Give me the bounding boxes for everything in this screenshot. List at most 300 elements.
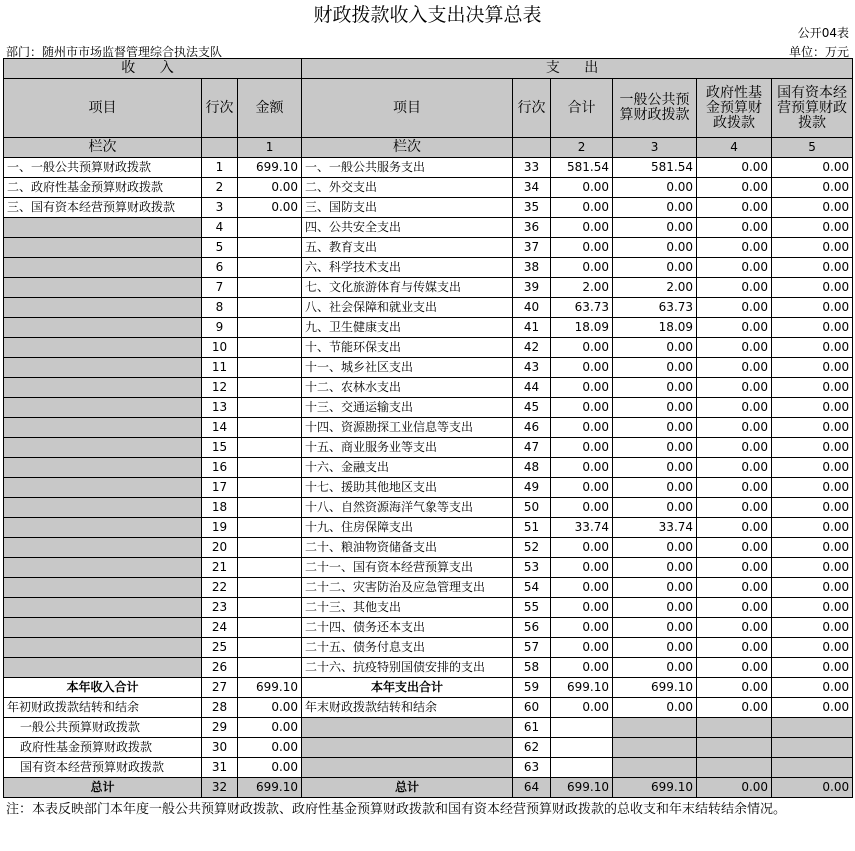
income-amount	[238, 358, 302, 378]
income-amount	[238, 438, 302, 458]
column-label: 栏次	[4, 138, 202, 158]
general-budget-value: 581.54	[613, 158, 697, 178]
table-row	[4, 338, 853, 358]
expense-blank-value	[613, 718, 697, 738]
end-balance-capital: 0.00	[772, 698, 853, 718]
expense-blank-value	[697, 758, 772, 778]
begin-sub-no: 30	[202, 738, 238, 758]
income-amount	[238, 598, 302, 618]
income-row-no: 1	[202, 158, 238, 178]
begin-sub-amount: 0.00	[238, 758, 302, 778]
expense-total-value: 0.00	[551, 378, 613, 398]
expense-row-no: 47	[513, 438, 551, 458]
income-item	[4, 658, 202, 678]
general-budget-value: 18.09	[613, 318, 697, 338]
year-expense-general-value: 699.10	[613, 678, 697, 698]
expense-total-value: 0.00	[551, 638, 613, 658]
income-row-no: 14	[202, 418, 238, 438]
table-row-begin-sub	[4, 758, 853, 778]
expense-blank-value	[551, 758, 613, 778]
expense-total-value: 63.73	[551, 298, 613, 318]
expense-row-no: 41	[513, 318, 551, 338]
expense-total-value: 0.00	[551, 618, 613, 638]
general-budget-value: 0.00	[613, 178, 697, 198]
income-row-no: 24	[202, 618, 238, 638]
general-budget-value: 0.00	[613, 438, 697, 458]
table-row-begin-sub	[4, 738, 853, 758]
expense-item: 二十五、债务付息支出	[302, 638, 513, 658]
expense-total-value: 0.00	[551, 338, 613, 358]
gov-fund-value: 0.00	[697, 298, 772, 318]
state-capital-value: 0.00	[772, 258, 853, 278]
table-row	[4, 258, 853, 278]
begin-sub-label: 一般公共预算财政拨款	[4, 718, 202, 738]
income-row-no: 6	[202, 258, 238, 278]
income-item	[4, 638, 202, 658]
expense-blank-value	[551, 738, 613, 758]
expense-row-no: 48	[513, 458, 551, 478]
end-balance-general: 0.00	[613, 698, 697, 718]
state-capital-value: 0.00	[772, 498, 853, 518]
end-balance-label: 年末财政拨款结转和结余	[302, 698, 513, 718]
income-item: 三、国有资本经营预算财政拨款	[4, 198, 202, 218]
table-row	[4, 358, 853, 378]
income-amount	[238, 658, 302, 678]
state-capital-value: 0.00	[772, 618, 853, 638]
expense-item: 二十四、债务还本支出	[302, 618, 513, 638]
income-amount	[238, 258, 302, 278]
general-budget-value: 0.00	[613, 558, 697, 578]
year-expense-total-no: 59	[513, 678, 551, 698]
grand-total-fund-value: 0.00	[697, 778, 772, 798]
expense-blank-value	[697, 718, 772, 738]
income-item-header: 项目	[4, 79, 202, 138]
table-row	[4, 378, 853, 398]
income-item	[4, 478, 202, 498]
expense-row-no: 57	[513, 638, 551, 658]
income-row-no: 26	[202, 658, 238, 678]
income-amount	[238, 478, 302, 498]
gov-fund-value: 0.00	[697, 538, 772, 558]
expense-row-no: 46	[513, 418, 551, 438]
expense-total-value: 0.00	[551, 598, 613, 618]
general-budget-value: 63.73	[613, 298, 697, 318]
income-row-no: 18	[202, 498, 238, 518]
expense-item: 二十、粮油物资储备支出	[302, 538, 513, 558]
column-number: 1	[238, 138, 302, 158]
expense-row-no: 52	[513, 538, 551, 558]
gov-fund-header: 政府性基金预算财政拨款	[697, 79, 772, 138]
expense-item-header: 项目	[302, 79, 513, 138]
expense-item: 二十一、国有资本经营预算支出	[302, 558, 513, 578]
expense-item: 十二、农林水支出	[302, 378, 513, 398]
end-balance-fund: 0.00	[697, 698, 772, 718]
expense-item: 一、一般公共服务支出	[302, 158, 513, 178]
income-amount	[238, 538, 302, 558]
gov-fund-value: 0.00	[697, 218, 772, 238]
expense-total-value: 0.00	[551, 418, 613, 438]
general-budget-value: 0.00	[613, 498, 697, 518]
grand-total-income-amount: 699.10	[238, 778, 302, 798]
income-amount: 0.00	[238, 178, 302, 198]
grand-total-expense-no: 64	[513, 778, 551, 798]
expense-total-value: 0.00	[551, 258, 613, 278]
expense-total-value: 18.09	[551, 318, 613, 338]
end-balance-total: 0.00	[551, 698, 613, 718]
expense-item: 七、文化旅游体育与传媒支出	[302, 278, 513, 298]
income-amount	[238, 618, 302, 638]
income-amount	[238, 218, 302, 238]
expense-total-value: 0.00	[551, 558, 613, 578]
general-budget-value: 0.00	[613, 198, 697, 218]
grand-total-capital-value: 0.00	[772, 778, 853, 798]
gov-fund-value: 0.00	[697, 318, 772, 338]
column-label-blank	[202, 138, 238, 158]
expense-item: 十四、资源勘探工业信息等支出	[302, 418, 513, 438]
income-row-no: 25	[202, 638, 238, 658]
table-row	[4, 398, 853, 418]
expense-item: 九、卫生健康支出	[302, 318, 513, 338]
income-amount	[238, 398, 302, 418]
gov-fund-value: 0.00	[697, 198, 772, 218]
year-expense-capital-value: 0.00	[772, 678, 853, 698]
state-capital-value: 0.00	[772, 338, 853, 358]
column-number: 4	[697, 138, 772, 158]
expense-item: 二十三、其他支出	[302, 598, 513, 618]
table-row	[4, 298, 853, 318]
income-item	[4, 538, 202, 558]
expense-total-value: 0.00	[551, 658, 613, 678]
expense-row-no: 34	[513, 178, 551, 198]
income-amount	[238, 638, 302, 658]
expense-row-no: 56	[513, 618, 551, 638]
gov-fund-value: 0.00	[697, 578, 772, 598]
state-capital-value: 0.00	[772, 658, 853, 678]
table-row	[4, 198, 853, 218]
expense-item: 十七、援助其他地区支出	[302, 478, 513, 498]
income-item	[4, 318, 202, 338]
table-row	[4, 458, 853, 478]
expense-row-no: 53	[513, 558, 551, 578]
table-row	[4, 178, 853, 198]
gov-fund-value: 0.00	[697, 158, 772, 178]
begin-sub-no: 31	[202, 758, 238, 778]
general-budget-value: 2.00	[613, 278, 697, 298]
income-item	[4, 438, 202, 458]
general-budget-value: 0.00	[613, 238, 697, 258]
expense-blank-value	[772, 758, 853, 778]
general-budget-value: 0.00	[613, 638, 697, 658]
state-capital-value: 0.00	[772, 298, 853, 318]
gov-fund-value: 0.00	[697, 558, 772, 578]
expense-row-no: 42	[513, 338, 551, 358]
state-capital-header: 国有资本经营预算财政拨款	[772, 79, 853, 138]
expense-section-header: 支 出	[302, 59, 853, 79]
expense-row-no: 49	[513, 478, 551, 498]
income-item	[4, 218, 202, 238]
general-budget-value: 0.00	[613, 338, 697, 358]
expense-item: 二、外交支出	[302, 178, 513, 198]
unit-label: 单位：万元	[788, 45, 849, 59]
income-item	[4, 258, 202, 278]
expense-row-no: 39	[513, 278, 551, 298]
income-row-no: 9	[202, 318, 238, 338]
income-amount	[238, 558, 302, 578]
expense-total-value: 0.00	[551, 198, 613, 218]
general-budget-value: 0.00	[613, 378, 697, 398]
income-row-no: 17	[202, 478, 238, 498]
table-row	[4, 238, 853, 258]
expense-row-no: 50	[513, 498, 551, 518]
table-row	[4, 438, 853, 458]
gov-fund-value: 0.00	[697, 278, 772, 298]
gov-fund-value: 0.00	[697, 338, 772, 358]
begin-balance-label: 年初财政拨款结转和结余	[4, 698, 202, 718]
column-number: 5	[772, 138, 853, 158]
expense-row-no: 36	[513, 218, 551, 238]
state-capital-value: 0.00	[772, 158, 853, 178]
general-budget-value: 0.00	[613, 398, 697, 418]
table-row-grand-total	[4, 778, 853, 798]
table-row-begin-sub	[4, 718, 853, 738]
state-capital-value: 0.00	[772, 178, 853, 198]
expense-item: 八、社会保障和就业支出	[302, 298, 513, 318]
expense-row-no: 54	[513, 578, 551, 598]
income-row-no: 22	[202, 578, 238, 598]
gov-fund-value: 0.00	[697, 458, 772, 478]
gov-fund-value: 0.00	[697, 438, 772, 458]
expense-total-value: 581.54	[551, 158, 613, 178]
begin-balance-amount: 0.00	[238, 698, 302, 718]
state-capital-value: 0.00	[772, 278, 853, 298]
income-item	[4, 458, 202, 478]
year-expense-total-value: 699.10	[551, 678, 613, 698]
income-item	[4, 558, 202, 578]
income-item: 一、一般公共预算财政拨款	[4, 158, 202, 178]
state-capital-value: 0.00	[772, 218, 853, 238]
table-row	[4, 558, 853, 578]
state-capital-value: 0.00	[772, 638, 853, 658]
state-capital-value: 0.00	[772, 398, 853, 418]
expense-blank-item	[302, 738, 513, 758]
gov-fund-value: 0.00	[697, 598, 772, 618]
income-amount	[238, 238, 302, 258]
state-capital-value: 0.00	[772, 598, 853, 618]
general-budget-value: 0.00	[613, 658, 697, 678]
expense-row-no: 38	[513, 258, 551, 278]
general-budget-value: 0.00	[613, 218, 697, 238]
income-row-no: 19	[202, 518, 238, 538]
general-budget-value: 33.74	[613, 518, 697, 538]
expense-item: 六、科学技术支出	[302, 258, 513, 278]
gov-fund-value: 0.00	[697, 498, 772, 518]
general-budget-value: 0.00	[613, 578, 697, 598]
gov-fund-value: 0.00	[697, 638, 772, 658]
income-amount	[238, 578, 302, 598]
begin-sub-label: 国有资本经营预算财政拨款	[4, 758, 202, 778]
column-number: 2	[551, 138, 613, 158]
grand-total-income-label: 总计	[4, 778, 202, 798]
general-budget-value: 0.00	[613, 538, 697, 558]
expense-item: 十九、住房保障支出	[302, 518, 513, 538]
expense-row-no: 45	[513, 398, 551, 418]
expense-row-no: 55	[513, 598, 551, 618]
state-capital-value: 0.00	[772, 318, 853, 338]
gov-fund-value: 0.00	[697, 258, 772, 278]
general-budget-value: 0.00	[613, 358, 697, 378]
income-item	[4, 358, 202, 378]
income-item	[4, 298, 202, 318]
general-budget-value: 0.00	[613, 458, 697, 478]
expense-blank-value	[697, 738, 772, 758]
income-amount-header: 金额	[238, 79, 302, 138]
income-row-no: 13	[202, 398, 238, 418]
begin-sub-amount: 0.00	[238, 738, 302, 758]
expense-total-value: 0.00	[551, 498, 613, 518]
income-amount	[238, 378, 302, 398]
table-row-year-total	[4, 678, 853, 698]
expense-item: 五、教育支出	[302, 238, 513, 258]
expense-blank-value	[772, 738, 853, 758]
expense-item: 十三、交通运输支出	[302, 398, 513, 418]
income-row-no: 3	[202, 198, 238, 218]
begin-balance-no: 28	[202, 698, 238, 718]
income-row-no: 8	[202, 298, 238, 318]
income-amount	[238, 498, 302, 518]
state-capital-value: 0.00	[772, 558, 853, 578]
income-item	[4, 378, 202, 398]
expense-row-no: 44	[513, 378, 551, 398]
year-expense-fund-value: 0.00	[697, 678, 772, 698]
table-row	[4, 278, 853, 298]
income-row-no: 10	[202, 338, 238, 358]
expense-total-value: 0.00	[551, 358, 613, 378]
expense-item: 三、国防支出	[302, 198, 513, 218]
expense-total-value: 0.00	[551, 178, 613, 198]
table-row	[4, 658, 853, 678]
gov-fund-value: 0.00	[697, 358, 772, 378]
expense-sub-no: 61	[513, 718, 551, 738]
income-item	[4, 278, 202, 298]
expense-row-no: 40	[513, 298, 551, 318]
gov-fund-value: 0.00	[697, 378, 772, 398]
gov-fund-value: 0.00	[697, 178, 772, 198]
state-capital-value: 0.00	[772, 418, 853, 438]
income-amount	[238, 418, 302, 438]
income-amount	[238, 338, 302, 358]
income-item	[4, 238, 202, 258]
state-capital-value: 0.00	[772, 378, 853, 398]
income-item	[4, 498, 202, 518]
table-row	[4, 158, 853, 178]
income-row-no: 21	[202, 558, 238, 578]
income-amount: 699.10	[238, 158, 302, 178]
income-item	[4, 338, 202, 358]
end-balance-no: 60	[513, 698, 551, 718]
expense-row-no: 51	[513, 518, 551, 538]
column-number: 3	[613, 138, 697, 158]
income-section-header: 收 入	[4, 59, 302, 79]
expense-total-value: 0.00	[551, 578, 613, 598]
general-budget-value: 0.00	[613, 478, 697, 498]
table-row	[4, 578, 853, 598]
table-row	[4, 478, 853, 498]
expense-blank-value	[613, 758, 697, 778]
income-amount	[238, 518, 302, 538]
expense-total-header: 合计	[551, 79, 613, 138]
income-item	[4, 578, 202, 598]
income-row-no: 20	[202, 538, 238, 558]
income-row-no: 16	[202, 458, 238, 478]
state-capital-value: 0.00	[772, 238, 853, 258]
income-row-no: 15	[202, 438, 238, 458]
expense-blank-item	[302, 718, 513, 738]
state-capital-value: 0.00	[772, 518, 853, 538]
general-budget-header: 一般公共预算财政拨款	[613, 79, 697, 138]
expense-total-value: 0.00	[551, 458, 613, 478]
income-item	[4, 398, 202, 418]
expense-row-no: 33	[513, 158, 551, 178]
grand-total-income-no: 32	[202, 778, 238, 798]
expense-row-no-header: 行次	[513, 79, 551, 138]
grand-total-expense-value: 699.10	[551, 778, 613, 798]
expense-blank-value	[772, 718, 853, 738]
grand-total-expense-label: 总计	[302, 778, 513, 798]
table-row	[4, 518, 853, 538]
expense-total-value: 0.00	[551, 438, 613, 458]
gov-fund-value: 0.00	[697, 618, 772, 638]
expense-blank-value	[613, 738, 697, 758]
income-row-no: 2	[202, 178, 238, 198]
begin-sub-label: 政府性基金预算财政拨款	[4, 738, 202, 758]
table-row	[4, 418, 853, 438]
expense-sub-no: 63	[513, 758, 551, 778]
table-row	[4, 618, 853, 638]
state-capital-value: 0.00	[772, 578, 853, 598]
state-capital-value: 0.00	[772, 478, 853, 498]
table-code: 公开04表	[797, 26, 849, 40]
expense-item: 二十二、灾害防治及应急管理支出	[302, 578, 513, 598]
gov-fund-value: 0.00	[697, 478, 772, 498]
expense-total-value: 0.00	[551, 218, 613, 238]
table-row	[4, 318, 853, 338]
income-row-no-header: 行次	[202, 79, 238, 138]
income-row-no: 5	[202, 238, 238, 258]
footnote: 注：本表反映部门本年度一般公共预算财政拨款、政府性基金预算财政拨款和国有资本经营预算财政拨款的总收支和年末结转结余情况。	[6, 802, 787, 817]
general-budget-value: 0.00	[613, 618, 697, 638]
income-amount	[238, 318, 302, 338]
year-income-total-label: 本年收入合计	[4, 678, 202, 698]
expense-row-no: 35	[513, 198, 551, 218]
expense-item: 十、节能环保支出	[302, 338, 513, 358]
expense-item: 十六、金融支出	[302, 458, 513, 478]
begin-sub-no: 29	[202, 718, 238, 738]
expense-item: 四、公共安全支出	[302, 218, 513, 238]
income-item: 二、政府性基金预算财政拨款	[4, 178, 202, 198]
income-amount: 0.00	[238, 198, 302, 218]
state-capital-value: 0.00	[772, 538, 853, 558]
year-expense-total-label: 本年支出合计	[302, 678, 513, 698]
expense-total-value: 0.00	[551, 398, 613, 418]
table-row	[4, 218, 853, 238]
table-row-balance	[4, 698, 853, 718]
gov-fund-value: 0.00	[697, 398, 772, 418]
expense-row-no: 37	[513, 238, 551, 258]
table-row	[4, 498, 853, 518]
income-item	[4, 598, 202, 618]
general-budget-value: 0.00	[613, 258, 697, 278]
expense-blank-value	[551, 718, 613, 738]
